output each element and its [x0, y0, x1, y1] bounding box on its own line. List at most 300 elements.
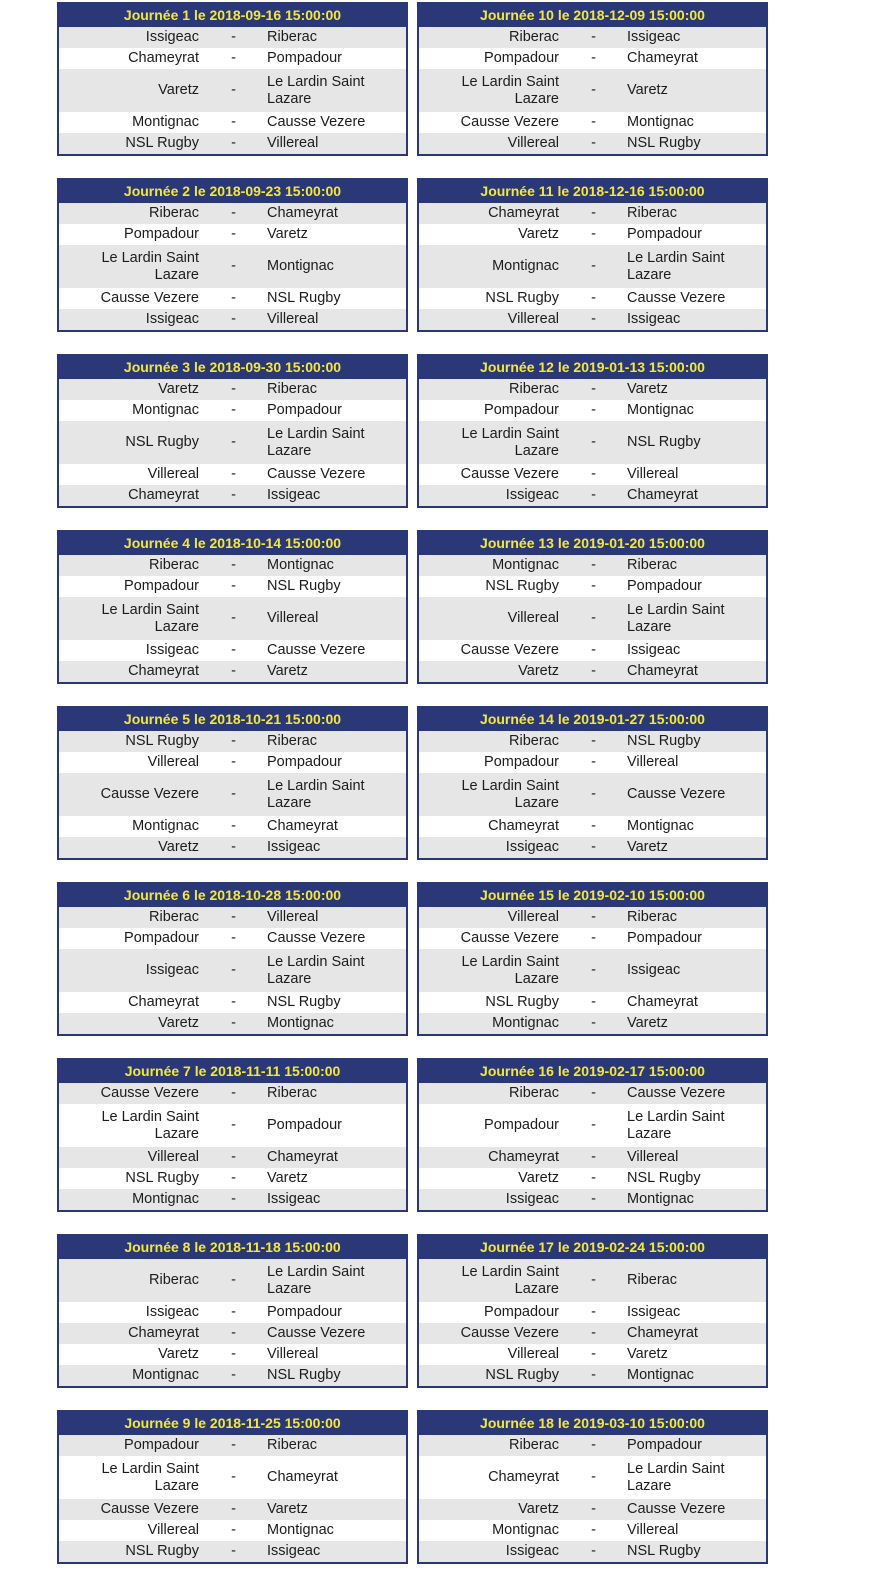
round-card [417, 530, 768, 684]
home-team: Riberac [509, 381, 559, 397]
away-team: NSL Rugby [267, 290, 341, 306]
away-team: NSL Rugby [267, 1367, 341, 1383]
away-team: Pompadour [627, 930, 702, 946]
match-row [59, 555, 406, 576]
match-separator: - [591, 135, 596, 151]
match-row [419, 309, 766, 330]
round-header: Journée 4 le 2018-10-14 15:00:00 [59, 532, 406, 555]
match-row [419, 1456, 766, 1499]
away-team: Varetz [627, 1015, 668, 1031]
away-team: Le Lardin Saint Lazare [627, 1460, 725, 1494]
away-team: Chameyrat [627, 487, 698, 503]
match-separator: - [231, 290, 236, 306]
away-team: Causse Vezere [267, 466, 366, 482]
match-separator: - [591, 290, 596, 306]
match-row [419, 1104, 766, 1147]
round-header: Journée 15 le 2019-02-10 15:00:00 [419, 884, 766, 907]
match-separator: - [231, 1085, 236, 1101]
match-row [59, 907, 406, 928]
home-team: Issigeac [505, 839, 559, 855]
away-team: NSL Rugby [627, 1170, 701, 1186]
round-header: Journée 5 le 2018-10-21 15:00:00 [59, 708, 406, 731]
match-row [59, 133, 406, 154]
match-row [419, 464, 766, 485]
round-header: Journée 18 le 2019-03-10 15:00:00 [419, 1412, 766, 1435]
home-team: Riberac [149, 909, 199, 925]
match-row [59, 1456, 406, 1499]
match-separator: - [591, 1325, 596, 1341]
match-separator: - [231, 642, 236, 658]
home-team: Chameyrat [128, 50, 199, 66]
match-separator: - [231, 1437, 236, 1453]
away-team: Montignac [627, 114, 694, 130]
round-header: Journée 11 le 2018-12-16 15:00:00 [419, 180, 766, 203]
round-header: Journée 13 le 2019-01-20 15:00:00 [419, 532, 766, 555]
match-row [419, 27, 766, 48]
home-team: Riberac [149, 557, 199, 573]
round-card [57, 354, 408, 508]
home-team: Varetz [518, 226, 559, 242]
away-team: Varetz [267, 1170, 308, 1186]
home-team: Montignac [132, 818, 199, 834]
home-team: Riberac [149, 205, 199, 221]
home-team: Montignac [132, 402, 199, 418]
home-team: Pompadour [124, 1437, 199, 1453]
away-team: Pompadour [627, 226, 702, 242]
home-team: Issigeac [505, 1191, 559, 1207]
match-separator: - [231, 1272, 236, 1288]
match-row [59, 1083, 406, 1104]
match-row [419, 992, 766, 1013]
away-team: Riberac [627, 205, 677, 221]
away-team: Montignac [627, 1191, 694, 1207]
match-row [59, 1259, 406, 1302]
home-team: Issigeac [145, 642, 199, 658]
away-team: Villereal [627, 466, 679, 482]
match-row [419, 1344, 766, 1365]
round-header: Journée 12 le 2019-01-13 15:00:00 [419, 356, 766, 379]
home-team: Chameyrat [488, 1469, 559, 1485]
away-team: Villereal [627, 754, 679, 770]
home-team: Varetz [518, 663, 559, 679]
match-separator: - [231, 402, 236, 418]
home-team: Le Lardin Saint Lazare [461, 73, 559, 107]
match-row [419, 1302, 766, 1323]
match-separator: - [591, 610, 596, 626]
match-separator: - [231, 205, 236, 221]
home-team: Villereal [147, 1522, 199, 1538]
home-team: NSL Rugby [125, 733, 199, 749]
match-separator: - [591, 226, 596, 242]
away-team: Pompadour [267, 1117, 342, 1133]
match-row [419, 112, 766, 133]
away-team: Riberac [627, 1272, 677, 1288]
match-separator: - [591, 1437, 596, 1453]
away-team: Chameyrat [627, 50, 698, 66]
match-separator: - [591, 1149, 596, 1165]
match-row [59, 597, 406, 640]
match-separator: - [231, 733, 236, 749]
round-card [417, 1058, 768, 1212]
match-row [419, 1168, 766, 1189]
away-team: NSL Rugby [627, 1543, 701, 1559]
away-team: Chameyrat [627, 663, 698, 679]
match-row [59, 1365, 406, 1386]
away-team: Varetz [267, 663, 308, 679]
match-separator: - [231, 311, 236, 327]
match-separator: - [231, 82, 236, 98]
home-team: Issigeac [145, 311, 199, 327]
round-row [57, 354, 768, 530]
away-team: Causse Vezere [267, 642, 366, 658]
match-row [419, 640, 766, 661]
home-team: Riberac [149, 1272, 199, 1288]
match-separator: - [591, 1015, 596, 1031]
match-row [419, 907, 766, 928]
match-row [419, 1147, 766, 1168]
home-team: Varetz [158, 82, 199, 98]
round-header: Journée 14 le 2019-01-27 15:00:00 [419, 708, 766, 731]
home-team: Varetz [158, 1346, 199, 1362]
match-row [419, 203, 766, 224]
away-team: Riberac [267, 381, 317, 397]
match-row [59, 309, 406, 330]
schedule-grid [57, 2, 768, 1586]
away-team: Le Lardin Saint Lazare [267, 1263, 365, 1297]
match-row [59, 1147, 406, 1168]
home-team: Pompadour [484, 402, 559, 418]
away-team: Pompadour [267, 754, 342, 770]
round-card [417, 1410, 768, 1564]
match-row [59, 379, 406, 400]
match-row [419, 288, 766, 309]
round-header: Journée 3 le 2018-09-30 15:00:00 [59, 356, 406, 379]
match-separator: - [231, 839, 236, 855]
home-team: Issigeac [145, 1304, 199, 1320]
away-team: Le Lardin Saint Lazare [267, 425, 365, 459]
match-separator: - [231, 1325, 236, 1341]
match-separator: - [231, 29, 236, 45]
match-row [59, 1168, 406, 1189]
match-row [59, 1104, 406, 1147]
match-separator: - [591, 930, 596, 946]
match-separator: - [591, 557, 596, 573]
match-row [59, 1499, 406, 1520]
match-separator: - [231, 578, 236, 594]
round-card [417, 2, 768, 156]
away-team: Villereal [627, 1522, 679, 1538]
match-separator: - [591, 1367, 596, 1383]
match-row [419, 1541, 766, 1562]
away-team: Chameyrat [267, 818, 338, 834]
home-team: Villereal [507, 311, 559, 327]
home-team: Pompadour [484, 50, 559, 66]
away-team: Varetz [627, 381, 668, 397]
match-separator: - [591, 994, 596, 1010]
round-row [57, 882, 768, 1058]
home-team: Montignac [492, 1522, 559, 1538]
match-separator: - [591, 754, 596, 770]
away-team: Riberac [267, 29, 317, 45]
home-team: Causse Vezere [100, 1085, 199, 1101]
away-team: Varetz [267, 1501, 308, 1517]
match-separator: - [591, 1191, 596, 1207]
round-header: Journée 6 le 2018-10-28 15:00:00 [59, 884, 406, 907]
match-row [419, 1520, 766, 1541]
away-team: Riberac [267, 1437, 317, 1453]
home-team: Le Lardin Saint Lazare [101, 601, 199, 635]
match-row [419, 752, 766, 773]
home-team: Villereal [507, 610, 559, 626]
away-team: Le Lardin Saint Lazare [267, 953, 365, 987]
match-row [419, 1083, 766, 1104]
match-separator: - [231, 466, 236, 482]
away-team: Pompadour [267, 1304, 342, 1320]
home-team: Le Lardin Saint Lazare [461, 953, 559, 987]
round-card [57, 882, 408, 1036]
match-separator: - [231, 818, 236, 834]
match-row [59, 245, 406, 288]
away-team: Montignac [627, 818, 694, 834]
home-team: Causse Vezere [100, 1501, 199, 1517]
home-team: NSL Rugby [125, 135, 199, 151]
match-separator: - [231, 610, 236, 626]
home-team: Varetz [158, 381, 199, 397]
match-row [419, 731, 766, 752]
match-separator: - [591, 818, 596, 834]
match-row [419, 1435, 766, 1456]
away-team: Montignac [267, 1015, 334, 1031]
away-team: Pompadour [267, 402, 342, 418]
round-card [57, 1234, 408, 1388]
away-team: NSL Rugby [627, 434, 701, 450]
home-team: NSL Rugby [125, 434, 199, 450]
home-team: Montignac [132, 1191, 199, 1207]
away-team: Chameyrat [627, 994, 698, 1010]
match-separator: - [591, 1543, 596, 1559]
match-row [419, 379, 766, 400]
match-separator: - [231, 962, 236, 978]
home-team: Riberac [509, 1085, 559, 1101]
match-separator: - [231, 1015, 236, 1031]
away-team: NSL Rugby [267, 994, 341, 1010]
away-team: Villereal [267, 135, 319, 151]
match-row [419, 1499, 766, 1520]
away-team: Causse Vezere [627, 786, 726, 802]
match-row [419, 949, 766, 992]
home-team: Villereal [507, 135, 559, 151]
match-row [59, 288, 406, 309]
match-separator: - [591, 1170, 596, 1186]
match-separator: - [231, 1367, 236, 1383]
match-row [59, 773, 406, 816]
match-row [59, 1435, 406, 1456]
match-row [419, 837, 766, 858]
match-separator: - [591, 839, 596, 855]
match-row [59, 949, 406, 992]
match-row [419, 69, 766, 112]
home-team: Varetz [518, 1501, 559, 1517]
home-team: Pompadour [124, 578, 199, 594]
match-row [419, 555, 766, 576]
match-row [59, 576, 406, 597]
home-team: Chameyrat [488, 205, 559, 221]
away-team: Causse Vezere [267, 930, 366, 946]
away-team: Montignac [627, 402, 694, 418]
away-team: Riberac [267, 1085, 317, 1101]
match-row [59, 1302, 406, 1323]
match-row [419, 576, 766, 597]
match-row [59, 27, 406, 48]
match-row [419, 421, 766, 464]
home-team: Causse Vezere [100, 290, 199, 306]
match-separator: - [231, 50, 236, 66]
away-team: Causse Vezere [627, 290, 726, 306]
home-team: Le Lardin Saint Lazare [101, 1460, 199, 1494]
home-team: Montignac [492, 1015, 559, 1031]
match-row [59, 1541, 406, 1562]
home-team: NSL Rugby [125, 1543, 199, 1559]
match-separator: - [231, 114, 236, 130]
match-separator: - [231, 754, 236, 770]
away-team: Issigeac [267, 487, 321, 503]
match-row [419, 661, 766, 682]
round-row [57, 530, 768, 706]
match-row [419, 928, 766, 949]
away-team: Villereal [267, 909, 319, 925]
home-team: Villereal [507, 909, 559, 925]
match-separator: - [231, 1469, 236, 1485]
match-separator: - [591, 962, 596, 978]
match-separator: - [591, 258, 596, 274]
match-separator: - [591, 578, 596, 594]
match-separator: - [231, 487, 236, 503]
away-team: Issigeac [627, 1304, 681, 1320]
match-separator: - [591, 1469, 596, 1485]
match-separator: - [591, 1085, 596, 1101]
match-row [419, 1259, 766, 1302]
match-separator: - [231, 663, 236, 679]
home-team: Le Lardin Saint Lazare [101, 249, 199, 283]
home-team: Villereal [147, 754, 199, 770]
match-separator: - [591, 381, 596, 397]
home-team: Montignac [132, 1367, 199, 1383]
home-team: Le Lardin Saint Lazare [461, 1263, 559, 1297]
home-team: Chameyrat [128, 663, 199, 679]
home-team: NSL Rugby [485, 994, 559, 1010]
away-team: Issigeac [267, 1191, 321, 1207]
away-team: Le Lardin Saint Lazare [267, 777, 365, 811]
home-team: NSL Rugby [485, 1367, 559, 1383]
away-team: Le Lardin Saint Lazare [627, 249, 725, 283]
round-header: Journée 7 le 2018-11-11 15:00:00 [59, 1060, 406, 1083]
away-team: Causse Vezere [267, 1325, 366, 1341]
home-team: Le Lardin Saint Lazare [461, 777, 559, 811]
match-row [419, 245, 766, 288]
match-separator: - [591, 434, 596, 450]
away-team: Varetz [627, 1346, 668, 1362]
round-header: Journée 10 le 2018-12-09 15:00:00 [419, 4, 766, 27]
round-header: Journée 2 le 2018-09-23 15:00:00 [59, 180, 406, 203]
match-row [419, 400, 766, 421]
home-team: Varetz [158, 1015, 199, 1031]
match-separator: - [231, 135, 236, 151]
home-team: Issigeac [505, 487, 559, 503]
match-row [419, 224, 766, 245]
away-team: Montignac [267, 557, 334, 573]
match-row [59, 816, 406, 837]
match-separator: - [231, 1346, 236, 1362]
round-row [57, 1410, 768, 1586]
match-separator: - [591, 466, 596, 482]
match-separator: - [591, 50, 596, 66]
home-team: Pompadour [124, 226, 199, 242]
home-team: Le Lardin Saint Lazare [461, 425, 559, 459]
match-separator: - [591, 82, 596, 98]
away-team: Causse Vezere [267, 114, 366, 130]
match-separator: - [231, 226, 236, 242]
match-row [419, 485, 766, 506]
match-separator: - [591, 1501, 596, 1517]
away-team: Montignac [267, 1522, 334, 1538]
away-team: Riberac [627, 909, 677, 925]
match-row [419, 1365, 766, 1386]
match-row [59, 1520, 406, 1541]
home-team: Pompadour [124, 930, 199, 946]
away-team: Villereal [267, 610, 319, 626]
away-team: Villereal [267, 311, 319, 327]
home-team: Causse Vezere [460, 930, 559, 946]
match-row [59, 640, 406, 661]
match-separator: - [231, 1170, 236, 1186]
match-separator: - [591, 29, 596, 45]
home-team: Chameyrat [488, 1149, 559, 1165]
away-team: NSL Rugby [627, 733, 701, 749]
away-team: Issigeac [267, 1543, 321, 1559]
match-row [59, 203, 406, 224]
match-row [419, 1189, 766, 1210]
match-row [419, 597, 766, 640]
match-separator: - [231, 994, 236, 1010]
home-team: Issigeac [145, 962, 199, 978]
round-header: Journée 8 le 2018-11-18 15:00:00 [59, 1236, 406, 1259]
round-row [57, 178, 768, 354]
home-team: Chameyrat [128, 487, 199, 503]
home-team: Montignac [492, 258, 559, 274]
home-team: Causse Vezere [460, 466, 559, 482]
home-team: Riberac [509, 1437, 559, 1453]
round-card [417, 706, 768, 860]
match-row [419, 816, 766, 837]
match-separator: - [591, 311, 596, 327]
match-row [419, 1013, 766, 1034]
match-row [59, 837, 406, 858]
match-separator: - [591, 1272, 596, 1288]
match-separator: - [591, 402, 596, 418]
home-team: Montignac [132, 114, 199, 130]
away-team: Varetz [627, 839, 668, 855]
round-row [57, 2, 768, 178]
match-separator: - [231, 1149, 236, 1165]
home-team: Issigeac [505, 1543, 559, 1559]
match-separator: - [591, 663, 596, 679]
round-header: Journée 9 le 2018-11-25 15:00:00 [59, 1412, 406, 1435]
match-row [59, 464, 406, 485]
match-row [59, 731, 406, 752]
away-team: Chameyrat [267, 1469, 338, 1485]
away-team: Causse Vezere [627, 1501, 726, 1517]
match-row [59, 1323, 406, 1344]
